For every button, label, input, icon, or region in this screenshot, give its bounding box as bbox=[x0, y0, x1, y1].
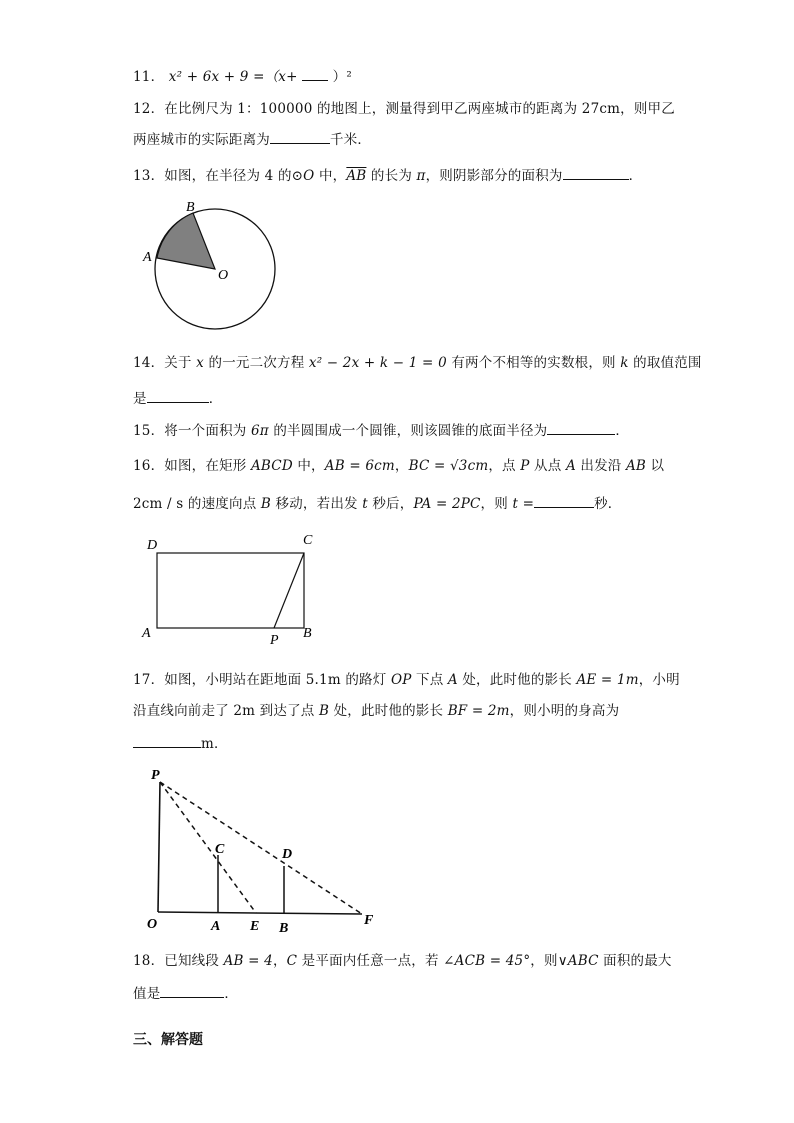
q17-text-c: 处，此时他的影长 bbox=[457, 672, 577, 688]
question-11 bbox=[133, 66, 352, 87]
q17-label-o: O bbox=[147, 917, 158, 932]
question-17-line2 bbox=[133, 701, 619, 721]
q17-text-line2a: 沿直线向前走了 2m 到达了点 bbox=[133, 703, 319, 719]
q17-label-d: D bbox=[282, 847, 293, 862]
q13-shaded-sector bbox=[157, 213, 215, 269]
q16-label-p: P bbox=[270, 633, 279, 648]
q17-label-b: B bbox=[279, 921, 289, 936]
q17-text-b: 下点 bbox=[411, 672, 448, 688]
q16-point-a: A bbox=[565, 458, 576, 474]
q18-text-line2: 值是 bbox=[133, 986, 161, 1002]
q16-segment-ab: AB bbox=[625, 458, 647, 474]
q18-point-c: C bbox=[286, 953, 298, 969]
q13-label-b: B bbox=[186, 200, 195, 215]
q14-equation: x² − 2x + k − 1 = 0 bbox=[308, 355, 447, 371]
q18-text-f: 面积的最大 bbox=[598, 953, 672, 969]
q13-blank[interactable] bbox=[563, 165, 629, 180]
q17-label-c: C bbox=[215, 842, 225, 857]
q13-label-o: O bbox=[218, 268, 229, 283]
q11-number: 11． bbox=[133, 69, 165, 85]
q11-blank[interactable] bbox=[302, 66, 328, 81]
q17-blank[interactable] bbox=[133, 733, 201, 748]
q14-blank[interactable] bbox=[147, 388, 209, 403]
q16-point-p: P bbox=[520, 458, 530, 474]
q14-end: ． bbox=[208, 391, 223, 407]
question-18-line2 bbox=[133, 983, 238, 1004]
q16-text-line2d: ，则 bbox=[480, 496, 513, 512]
q16-point-b: B bbox=[260, 496, 272, 512]
q13-label-a: A bbox=[143, 250, 152, 265]
q17-text-d: ，小明 bbox=[638, 672, 680, 688]
q16-text-line2c: 秒后， bbox=[367, 496, 414, 512]
q17-text-a: 17．如图，小明站在距地面 5.1m 的路灯 bbox=[133, 672, 391, 688]
question-17-line3 bbox=[133, 733, 228, 754]
q17-label-f: F bbox=[364, 913, 374, 928]
q16-blank[interactable] bbox=[534, 493, 594, 508]
q16-text-line2a: 2cm / s 的速度向点 bbox=[133, 496, 261, 512]
question-16-line1 bbox=[133, 456, 664, 476]
q13-end: ． bbox=[628, 168, 643, 184]
q13-text-b: 中， bbox=[314, 168, 347, 184]
q18-text-a: 18．已知线段 bbox=[133, 953, 224, 969]
q16-text-a: 16．如图，在矩形 bbox=[133, 458, 251, 474]
q17-pole-op bbox=[158, 782, 160, 912]
q16-t-equals: t = bbox=[512, 496, 535, 512]
q16-rectangle bbox=[157, 553, 304, 628]
question-14-line2 bbox=[133, 388, 222, 409]
q13-circle-figure bbox=[130, 195, 290, 340]
q12-unit: 千米． bbox=[330, 132, 372, 148]
question-16-line2 bbox=[133, 493, 622, 514]
q17-lamp-figure bbox=[140, 762, 390, 940]
q14-text-a: 14．关于 bbox=[133, 355, 197, 371]
q15-blank[interactable] bbox=[547, 420, 615, 435]
q13-text-c: 的长为 bbox=[366, 168, 417, 184]
q15-end: ． bbox=[615, 423, 630, 439]
q14-var-k: k bbox=[620, 355, 629, 371]
q17-shadow-ae: AE = 1m bbox=[576, 672, 639, 688]
question-15 bbox=[133, 420, 629, 441]
q16-label-d: D bbox=[147, 538, 158, 553]
q11-close: ）² bbox=[332, 69, 352, 85]
q15-text-a: 15．将一个面积为 bbox=[133, 423, 251, 439]
q17-point-b: B bbox=[318, 703, 330, 719]
q17-unit: m． bbox=[201, 736, 228, 752]
q16-text-f: 以 bbox=[646, 458, 665, 474]
q16-text-e: 出发沿 bbox=[575, 458, 626, 474]
q14-text-d: 的取值范围 bbox=[628, 355, 702, 371]
q16-condition: PA = 2PC bbox=[413, 496, 481, 512]
q16-sep: ， bbox=[394, 458, 409, 474]
q17-text-line2b: 处，此时他的影长 bbox=[329, 703, 448, 719]
q17-ground bbox=[158, 912, 362, 914]
q12-text: 两座城市的实际距离为 bbox=[133, 132, 270, 148]
q16-bc-length: BC = √3cm bbox=[408, 458, 489, 474]
q15-area: 6π bbox=[250, 423, 269, 439]
q18-segment-ab: AB = 4 bbox=[223, 953, 273, 969]
q16-text-line2e: 秒． bbox=[594, 496, 622, 512]
q16-label-b: B bbox=[303, 626, 312, 641]
q16-text-d: 从点 bbox=[529, 458, 566, 474]
q16-label-c: C bbox=[303, 533, 313, 548]
q16-rectangle-figure bbox=[138, 530, 328, 650]
q17-label-a: A bbox=[211, 919, 221, 934]
q17-point-a: A bbox=[447, 672, 458, 688]
q17-ray-pf bbox=[160, 782, 362, 914]
q18-end: ． bbox=[224, 986, 239, 1002]
q18-text-b: ， bbox=[272, 953, 287, 969]
q16-var-t: t bbox=[362, 496, 368, 512]
question-14-line1 bbox=[133, 353, 702, 373]
q17-shadow-bf: BF = 2m bbox=[447, 703, 510, 719]
q17-ray-pe bbox=[160, 782, 256, 913]
q13-arc-ab: $\overline{AB}$ bbox=[346, 168, 367, 184]
q14-text-c: 有两个不相等的实数根，则 bbox=[446, 355, 621, 371]
q11-expression: x² + 6x + 9 =（x+ bbox=[168, 69, 298, 85]
q14-var-x: x bbox=[196, 355, 204, 371]
q13-text-d: ，则阴影部分的面积为 bbox=[425, 168, 563, 184]
question-12-line1: 12．在比例尺为 1：100000 的地图上，测量得到甲乙两座城市的距离为 27cm，则甲乙 bbox=[133, 101, 675, 117]
q18-text-d: 是平面内任意一点，若 bbox=[297, 953, 444, 969]
q16-text-line2b: 移动，若出发 bbox=[271, 496, 363, 512]
q18-angle: ∠ACB = 45° bbox=[443, 953, 531, 969]
q16-rect-name: ABCD bbox=[250, 458, 293, 474]
question-18-line1 bbox=[133, 951, 672, 971]
q18-triangle: ∨ABC bbox=[557, 953, 599, 969]
question-17-line1 bbox=[133, 670, 680, 690]
q18-blank[interactable] bbox=[160, 983, 224, 998]
q14-text-line2: 是 bbox=[133, 391, 147, 407]
q17-text-line2c: ，则小明的身高为 bbox=[509, 703, 620, 719]
question-12-line2 bbox=[133, 129, 371, 150]
q17-lamp-op: OP bbox=[390, 672, 412, 688]
q15-text-b: 的半圆围成一个圆锥，则该圆锥的底面半径为 bbox=[268, 423, 548, 439]
q16-segment-pc bbox=[274, 553, 304, 628]
q12-blank[interactable] bbox=[270, 129, 330, 144]
question-13 bbox=[133, 165, 642, 186]
q13-circle-o: O bbox=[303, 168, 315, 184]
q16-text-c: ，点 bbox=[488, 458, 521, 474]
q18-text-e: ，则 bbox=[530, 953, 558, 969]
q13-text-a: 13．如图，在半径为 4 的⊙ bbox=[133, 168, 304, 184]
q17-label-e: E bbox=[250, 919, 260, 934]
q16-label-a: A bbox=[142, 626, 151, 641]
q13-pi: π bbox=[416, 168, 426, 184]
q14-text-b: 的一元二次方程 bbox=[204, 355, 309, 371]
q17-label-p: P bbox=[151, 768, 160, 783]
q16-text-b: 中， bbox=[292, 458, 325, 474]
q16-ab-length: AB = 6cm bbox=[324, 458, 395, 474]
section-title: 三、解答题 bbox=[133, 1032, 203, 1048]
